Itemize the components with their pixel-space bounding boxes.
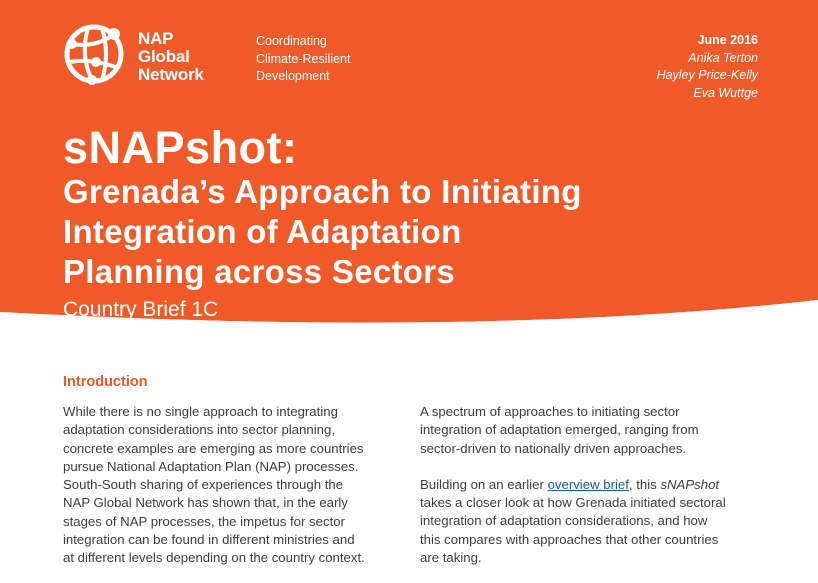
section-heading: Introduction xyxy=(63,374,148,390)
body-line: NAP Global Network has shown that, in the early xyxy=(63,495,348,511)
overview-brief-link[interactable]: overview brief xyxy=(547,476,629,492)
logo-line-3: Network xyxy=(138,65,204,84)
body-line xyxy=(420,476,764,494)
publication-date: June 2016 xyxy=(697,33,758,47)
tagline-line-3: Development xyxy=(256,69,330,83)
body-text: , this xyxy=(628,476,661,492)
tagline-line-1: Coordinating xyxy=(256,34,327,48)
body-line: integration of adaptation considerations, and how xyxy=(420,513,708,529)
body-line: are taking. xyxy=(420,550,482,566)
snapshot-emphasis: sNAPshot xyxy=(660,476,720,492)
body-line: this compares with approaches that other countries xyxy=(420,531,719,547)
document-title: sNAPshot: xyxy=(63,122,298,173)
body-line: A spectrum of approaches to initiating sector xyxy=(420,404,680,419)
body-line: integration of adaptation emerged, ranging from xyxy=(420,422,699,438)
body-line: integration can be found in different ministries and xyxy=(63,532,355,548)
body-line: sector-driven to nationally driven approaches. xyxy=(420,440,687,456)
body-paragraph-2 xyxy=(420,476,764,567)
body-line: adaptation considerations into sector planning, xyxy=(63,422,335,438)
subtitle-line-2: Integration of Adaptation xyxy=(63,213,462,250)
tagline xyxy=(256,33,350,86)
body-paragraph-1 xyxy=(420,403,764,458)
publication-meta xyxy=(657,32,758,102)
network-globe-icon xyxy=(62,22,126,86)
logo-line-1: NAP xyxy=(138,29,174,48)
body-line: stages of NAP processes, the impetus for sector xyxy=(63,513,345,529)
body-line: South-South sharing of experiences through the xyxy=(63,477,344,493)
logo-wordmark xyxy=(138,30,204,84)
author-name: Anika Terton xyxy=(688,50,758,65)
intro-right-column xyxy=(420,403,764,567)
tagline-line-2: Climate-Resilient xyxy=(256,51,351,66)
intro-left-column xyxy=(63,403,407,568)
body-line: pursue National Adaptation Plan (NAP) processes. xyxy=(63,458,359,474)
document-subtitle xyxy=(63,172,743,292)
brief-label: Country Brief 1C xyxy=(63,298,219,321)
body-text: Building on an earlier xyxy=(420,476,548,492)
body-line: While there is no single approach to integrating xyxy=(63,404,338,419)
subtitle-line-3: Planning across Sectors xyxy=(63,253,456,290)
logo-line-2: Global xyxy=(138,47,190,66)
subtitle-line-1: Grenada’s Approach to Initiating xyxy=(63,173,582,210)
body-line: concrete examples are emerging as more countries xyxy=(63,440,364,456)
author-name: Hayley Price-Kelly xyxy=(656,68,758,82)
author-name: Eva Wuttge xyxy=(693,85,758,100)
body-line: at different levels depending on the country context. xyxy=(63,550,365,566)
body-line: takes a closer look at how Grenada initiated sectoral xyxy=(420,495,726,511)
